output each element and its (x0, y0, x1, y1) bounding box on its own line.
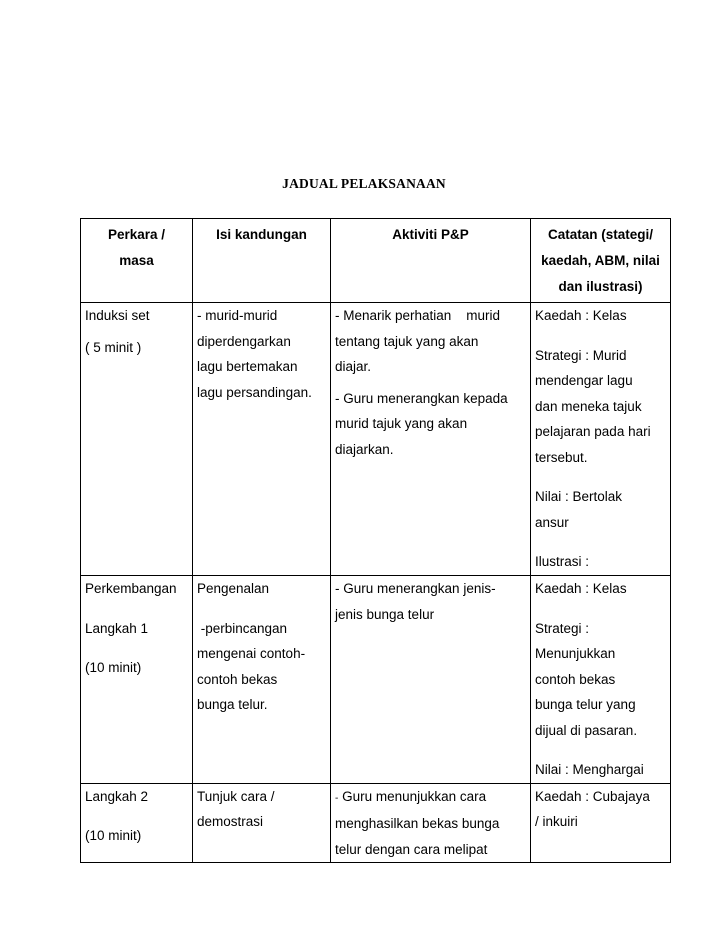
cell-text: dijual di pasaran. (535, 722, 638, 738)
cell-text: Langkah 2 (85, 788, 149, 804)
cell-perkara (81, 303, 193, 576)
cell-text: Kaedah : Kelas (535, 308, 627, 323)
header-text: Perkara / (107, 227, 166, 242)
cell-text: Strategi : (535, 620, 590, 636)
cell-text: Tunjuk cara / (197, 788, 275, 804)
cell-text: bunga telur. (197, 697, 268, 712)
cell-perkara (81, 783, 193, 863)
cell-text: tentang tajuk yang akan (335, 333, 479, 349)
cell-text: contoh bekas (535, 671, 616, 687)
cell-text: lagu persandingan. (197, 384, 312, 400)
cell-text: tersebut. (535, 449, 588, 465)
cell-text: - Guru menerangkan jenis- (335, 581, 496, 596)
table-row (81, 303, 671, 576)
cell-text: murid tajuk yang akan (335, 416, 468, 431)
cell-text: ansur (535, 514, 569, 530)
header-text: Isi kandungan (216, 227, 307, 242)
cell-text: Strategi : Murid (535, 347, 627, 363)
cell-perkara (81, 576, 193, 784)
cell-text: telur dengan cara melipat (335, 841, 488, 857)
cell-text: Langkah 1 (85, 620, 149, 636)
cell-text: bunga telur yang (535, 697, 636, 712)
header-text: Aktiviti P&P (392, 227, 469, 242)
cell-text: - Menarik perhatian murid (335, 308, 501, 323)
cell-isi (193, 783, 331, 863)
cell-text: -perbincangan (197, 620, 288, 636)
cell-text: ( 5 minit ) (85, 339, 142, 355)
header-catatan (531, 219, 671, 303)
header-isi-kandungan (193, 219, 331, 303)
cell-text: jenis bunga telur (335, 606, 435, 622)
cell-text: lagu bertemakan (197, 359, 298, 374)
cell-text: - murid-murid (197, 308, 278, 323)
cell-text: Kaedah : Cubajaya (535, 788, 650, 804)
cell-text: Kaedah : Kelas (535, 581, 627, 596)
cell-text: diajarkan. (335, 441, 394, 457)
header-perkara-masa (81, 219, 193, 303)
implementation-table (80, 218, 671, 863)
cell-text: (10 minit) (85, 828, 142, 843)
table-row (81, 576, 671, 784)
header-text: kaedah, ABM, nilai (541, 253, 660, 268)
cell-text: mendengar lagu (535, 373, 633, 388)
cell-text: Induksi set (85, 308, 150, 323)
header-row (81, 219, 671, 303)
cell-text: diajar. (335, 359, 372, 374)
cell-text: Ilustrasi : (535, 554, 590, 569)
cell-text: Guru menunjukkan cara (342, 788, 487, 804)
cell-isi (193, 576, 331, 784)
cell-text: menghasilkan bekas bunga (335, 816, 500, 831)
cell-text: - Guru menerangkan kepada (335, 390, 508, 406)
table-row (81, 783, 671, 863)
cell-text: dan meneka tajuk (535, 398, 642, 414)
cell-aktiviti (331, 576, 531, 784)
cell-text: Nilai : Bertolak (535, 489, 623, 504)
cell-catatan (531, 783, 671, 863)
header-aktiviti (331, 219, 531, 303)
cell-text: Nilai : Menghargai (535, 762, 644, 777)
cell-text: Perkembangan (85, 581, 177, 596)
cell-aktiviti (331, 783, 531, 863)
cell-text: Pengenalan (197, 581, 270, 596)
cell-text: mengenai contoh- (197, 646, 306, 661)
cell-text: contoh bekas (197, 671, 278, 687)
cell-text: demostrasi (197, 814, 264, 829)
header-text: dan ilustrasi) (558, 279, 643, 294)
header-text: Catatan (stategi/ (547, 227, 654, 242)
cell-isi (193, 303, 331, 576)
header-text: masa (119, 253, 154, 268)
cell-text: Menunjukkan (535, 646, 616, 661)
cell-text (335, 784, 526, 812)
dash-marker: - (335, 792, 339, 804)
document-title: JADUAL PELAKSANAAN (282, 176, 446, 191)
cell-text: diperdengarkan (197, 333, 291, 349)
cell-catatan (531, 303, 671, 576)
cell-catatan (531, 576, 671, 784)
cell-text: (10 minit) (85, 660, 142, 675)
cell-text: / inkuiri (535, 814, 578, 829)
cell-text: pelajaran pada hari (535, 424, 651, 439)
cell-aktiviti (331, 303, 531, 576)
